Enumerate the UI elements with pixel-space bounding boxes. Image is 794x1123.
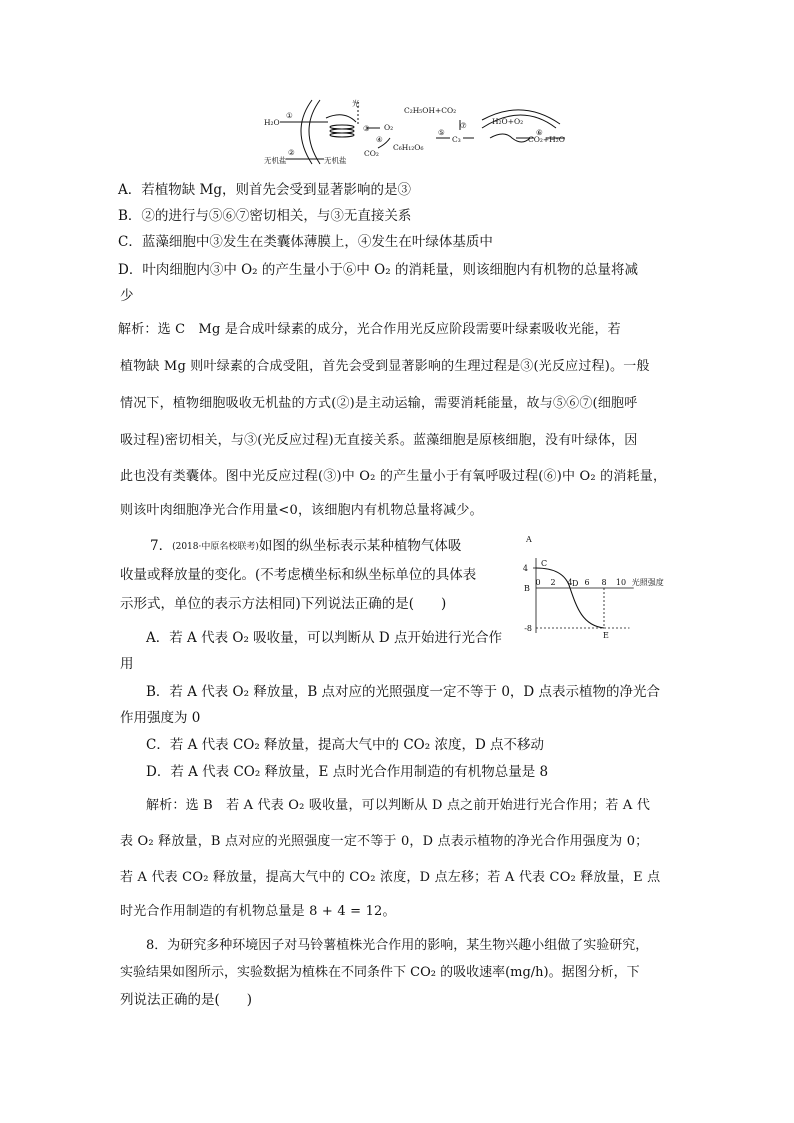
q7-option-b-cont: 作用强度为 0	[120, 710, 201, 726]
q6-explanation-line-6: 则该叶肉细胞净光合作用量<0，该细胞内有机物总量将减少。	[120, 503, 483, 518]
point-c-label: C	[541, 559, 548, 568]
q6-explanation-line-4: 吸过程)密切相关，与③(光反应过程)无直接关系。蓝藻细胞是原核细胞，没有叶绿体，因	[120, 433, 638, 448]
svg-text:C₂H₅OH+CO₂: C₂H₅OH+CO₂	[404, 106, 457, 115]
q7-option-a-cont: 用	[120, 656, 134, 672]
svg-text:无机盐: 无机盐	[264, 156, 287, 165]
q6-explanation-line-5: 此也没有类囊体。图中光反应过程(③)中 O₂ 的产生量小于有氧呼吸过程(⑥)中 O₂ 的消耗量，	[120, 469, 667, 484]
q7-stem-line-2: 收量或释放量的变化。(不考虑横坐标和纵坐标单位的具体表	[120, 567, 477, 583]
q7-explanation-line-4: 时光合作用制造的有机物总量是 8 + 4 = 12。	[120, 904, 396, 919]
point-d-label: D	[572, 579, 579, 588]
q7-option-b: B．若 A 代表 O₂ 释放量，B 点对应的光照强度一定不等于 0，D 点表示植物的净光合	[146, 684, 661, 700]
q7-option-a: A．若 A 代表 O₂ 吸收量，可以判断从 D 点开始进行光合作	[146, 630, 503, 646]
q7-number: 7．	[150, 538, 173, 554]
q7-stem-text: 如图的纵坐标表示某种植物气体吸	[258, 538, 462, 554]
q6-option-c: C．蓝藻细胞中③发生在类囊体薄膜上，④发生在叶绿体基质中	[118, 234, 493, 250]
svg-text:光: 光	[352, 99, 360, 108]
q7-light-intensity-graph	[508, 530, 678, 640]
q7-option-c: C．若 A 代表 CO₂ 释放量，提高大气中的 CO₂ 浓度，D 点不移动	[146, 737, 545, 753]
x-tick-4: 4	[567, 578, 573, 587]
x-axis-label: 光照强度	[631, 578, 664, 587]
svg-text:C₃: C₃	[452, 135, 461, 144]
q6-option-d-cont: 少	[120, 288, 134, 304]
data-curve	[536, 568, 607, 628]
x-tick-8: 8	[601, 578, 607, 587]
q7-stem-line-1	[150, 536, 500, 557]
svg-text:⑤: ⑤	[438, 128, 445, 137]
svg-text:③: ③	[363, 124, 370, 133]
q6-explanation-line-1: 解析：选 C Mg 是合成叶绿素的成分，光合作用光反应阶段需要叶绿素吸收光能，若	[118, 322, 621, 337]
svg-text:①: ①	[286, 111, 293, 120]
svg-text:⑦: ⑦	[460, 121, 467, 130]
q7-source: (2018·中原名校联考)	[172, 542, 259, 552]
q7-option-d: D．若 A 代表 CO₂ 释放量，E 点时光合作用制造的有机物总量是 8	[146, 764, 549, 780]
svg-text:CO₂+H₂O: CO₂+H₂O	[528, 135, 565, 144]
x-tick-6: 6	[584, 578, 590, 587]
q8-stem-line-2: 实验结果如图所示，实验数据为植株在不同条件下 CO₂ 的吸收速率(mg/h)。据图分析，下	[120, 965, 640, 980]
q7-explanation-line-2: 表 O₂ 释放量，B 点对应的光照强度一定不等于 0，D 点表示植物的净光合作用强度为 0；	[120, 834, 649, 849]
q7-stem-line-3: 示形式，单位的表示方法相同)下列说法正确的是( )	[120, 596, 447, 612]
point-e-label: E	[603, 631, 609, 640]
svg-text:②: ②	[288, 148, 295, 157]
svg-text:H₂O+O₂: H₂O+O₂	[492, 117, 524, 126]
q7-explanation-line-1: 解析：选 B 若 A 代表 O₂ 吸收量，可以判断从 D 点之前开始进行光合作用；若 A 代	[146, 798, 651, 813]
x-tick-10: 10	[615, 578, 627, 587]
svg-text:CO₂: CO₂	[364, 149, 379, 158]
photosynthesis-respiration-diagram	[260, 98, 590, 168]
q8-stem-line-1: 8．为研究多种环境因子对马铃薯植株光合作用的影响，某生物兴趣小组做了实验研究，	[146, 938, 649, 953]
x-tick-2: 2	[550, 578, 556, 587]
origin-label: B	[524, 584, 530, 593]
y-axis-label: A	[526, 535, 532, 544]
q7-explanation-line-3: 若 A 代表 CO₂ 释放量，提高大气中的 CO₂ 浓度，D 点左移；若 A 代表 CO₂ 释放量，E 点	[120, 870, 661, 885]
x-tick-0: 0	[535, 578, 541, 587]
q6-explanation-line-3: 情况下，植物细胞吸收无机盐的方式(②)是主动运输，需要消耗能量，故与⑤⑥⑦(细胞呼	[120, 396, 638, 411]
q8-stem-line-3: 列说法正确的是( )	[120, 992, 253, 1008]
q6-option-d: D．叶肉细胞内③中 O₂ 的产生量小于⑥中 O₂ 的消耗量，则该细胞内有机物的总量将减	[118, 262, 638, 278]
svg-text:C₆H₁₂O₆: C₆H₁₂O₆	[393, 143, 424, 152]
q6-option-b: B．②的进行与⑤⑥⑦密切相关，与③无直接关系	[118, 208, 412, 224]
svg-text:⑥: ⑥	[536, 128, 543, 137]
y-tick-minus-8: -8	[524, 624, 532, 633]
q6-option-a: A．若植物缺 Mg，则首先会受到显著影响的是③	[118, 182, 412, 198]
y-tick-4: 4	[522, 564, 528, 573]
q6-explanation-line-2: 植物缺 Mg 则叶绿素的合成受阻，首先会受到显著影响的生理过程是③(光反应过程)。一般	[120, 359, 650, 374]
svg-text:④: ④	[376, 135, 383, 144]
svg-text:H₂O: H₂O	[264, 118, 280, 127]
svg-text:O₂: O₂	[384, 123, 394, 132]
svg-text:无机盐: 无机盐	[324, 156, 347, 165]
